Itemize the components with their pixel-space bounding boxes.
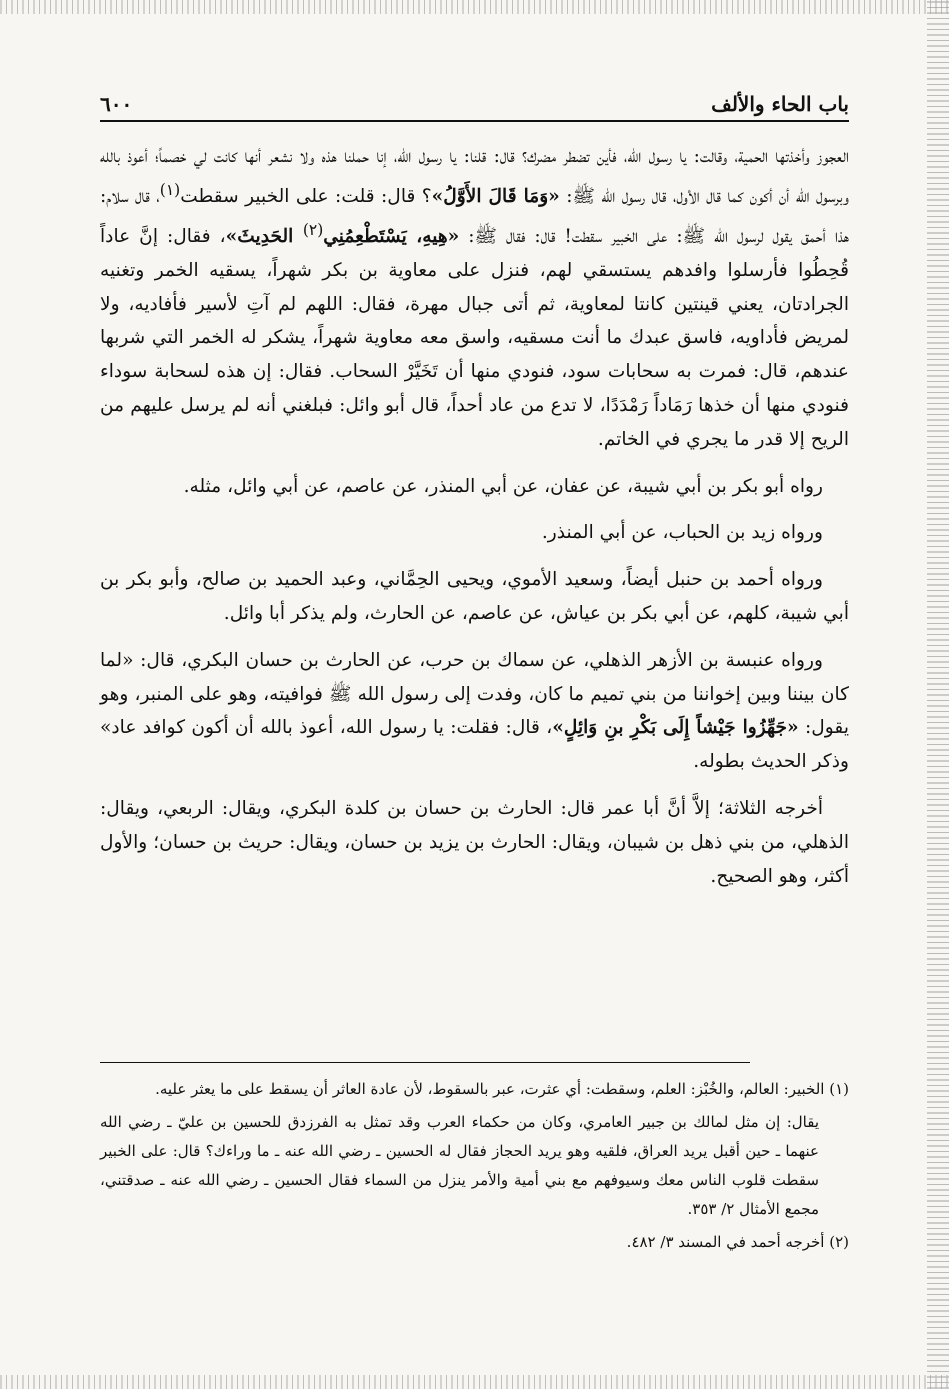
running-header [100, 88, 849, 122]
footnote-1-continued: يقال: إن مثل لمالك بن جبير العامري، وكان من حكماء العرب وقد تمثل به الفرزدق للحسين بن عليّ ـ رضي الله عنهما ـ حين أقبل يريد العراق، فلقيه وهو يريد الحجاز فقال له الحسين ـ رضي الله عنه ـ ما وراءك؟ قال: على الخبير سقطت قلوب الناس معك وسيوفهم مع بني أمية والأمر ينزل من السماء فقال الحسين ـ رضي الله عنه ـ صدقتني، مجمع الأمثال ٢/ ٣٥٣. [100, 1113, 819, 1218]
prophetic-quote: «هِيهِ، يَسْتَطْعِمُنِي [323, 225, 460, 247]
text-run: ورواه عنبسة بن الأزهر الذهلي، عن سماك بن حرب، عن الحارث بن حسان البكري، قال: «لما كان بيننا وبين إخواننا من بني تميم ما كان، وفدت إلى رسول الله ﷺ فوافيته، وهو على المنبر، وهو يقول: [100, 649, 849, 739]
paragraph-narration-3: ورواه أحمد بن حنبل أيضاً، وسعيد الأموي، ويحيى الحِمَّاني، وعبد الحميد بن صالح، وأبو بكر بن أبي شيبة، كلهم، عن أبي بكر بن عياش، عن عاصم، عن الحارث، ولم يذكر أبا وائل. [100, 569, 849, 624]
text-run: ، فقال: إنَّ عاداً قُحِطُوا فأرسلوا وافدهم يستسقي لهم، فنزل على معاوية بن بكر شهراً، يسقيه الخمر وتغنيه الجرادتان، يعني قينتين كانتا لمعاوية، ثم أتى جبال مهرة، فقال: اللهم لم آتِ لأسير فأفاديه، ولا لمريض فأداويه، فاسق عبدك ما أنت مسقيه، واسق معه معاوية شهراً، يشكر له الخمر التي شربها عندهم، قال: فمرت به سحابات سود، فنودي منها أن تَخَيَّرْ السحاب. فقال: إن هذه لسحابة سوداء فنودي منها أن خذها رَمَاداً رَمْدَدًا، لا تدع من عاد أحداً، قال أبو وائل: فبلغني أنه لم يرسل عليهم من الريح إلا قدر ما يجري في الخاتم. [100, 225, 849, 450]
footnote-1: (١) الخبير: العالم، والخُبْز: العلم، وسقطت: أي عثرت، عبر بالسقوط، لأن عادة العاثر أن يسقط على ما يعثر عليه. [155, 1080, 849, 1098]
text-run: ، قال سلام: هذا أحمق يقول لرسول الله ﷺ: على الخبير سقطت! قال: فقال ﷺ: [100, 185, 850, 247]
prophetic-quote: «وَمَا قَالَ الأَوَّلُ» [431, 185, 560, 207]
decorative-bottom-border [0, 1375, 949, 1389]
text-run: ، قال: فقلت: يا رسول الله، أعوذ بالله أن أكون كوافد عاد» وذكر الحديث بطوله. [100, 717, 849, 773]
section-title: باب الحاء والألف [711, 92, 849, 116]
page-number: ٦٠٠ [100, 92, 133, 116]
main-text [100, 140, 849, 906]
footnote-2: (٢) أخرجه أحمد في المسند ٣/ ٤٨٢. [626, 1233, 849, 1251]
prophetic-quote: «جَهِّزُوا جَيْشاً إِلَى بَكْرِ بنِ وَائِلٍ» [552, 717, 799, 739]
text-run: ؟ قال: قلت: على الخبير سقطت [180, 185, 432, 207]
paragraph-hadith [100, 140, 849, 457]
footnote-separator [100, 1062, 750, 1063]
paragraph-narration-4 [100, 644, 849, 779]
decorative-side-border [927, 0, 949, 1389]
text-run: العجوز وأخذتها الحمية، وقالت: يا رسول الله، فأين تضطر مضرك؟ قال: قلنا: يا رسول الله، إنا حملنا هذه ولا نشعر أنها كانت لي خصماً؛ أعوذ بالله وبرسول الله أن أكون كما قال الأول، قال رسول الله ﷺ: [100, 146, 849, 207]
footnote-ref: (٢) [302, 220, 324, 239]
paragraph-takhrij: أخرجه الثلاثة؛ إلاَّ أنَّ أبا عمر قال: الحارث بن حسان بن كلدة البكري، ويقال: الربعي، ويقال: الذهلي، من بني ذهل بن شيبان، ويقال: الحارث بن يزيد بن حسان، ويقال: حريث بن حسان؛ والأول أكثر، وهو الصحيح. [100, 797, 849, 887]
paragraph-narration-2: ورواه زيد بن الحباب، عن أبي المنذر. [541, 522, 823, 544]
footnote-ref: (١) [159, 180, 181, 199]
footnotes [100, 1075, 849, 1261]
paragraph-narration-1: رواه أبو بكر بن أبي شيبة، عن عفان، عن أبي المنذر، عن عاصم، عن أبي وائل، مثله. [183, 475, 823, 497]
decorative-top-border [0, 0, 949, 14]
prophetic-quote: الحَدِيثَ» [225, 225, 303, 247]
